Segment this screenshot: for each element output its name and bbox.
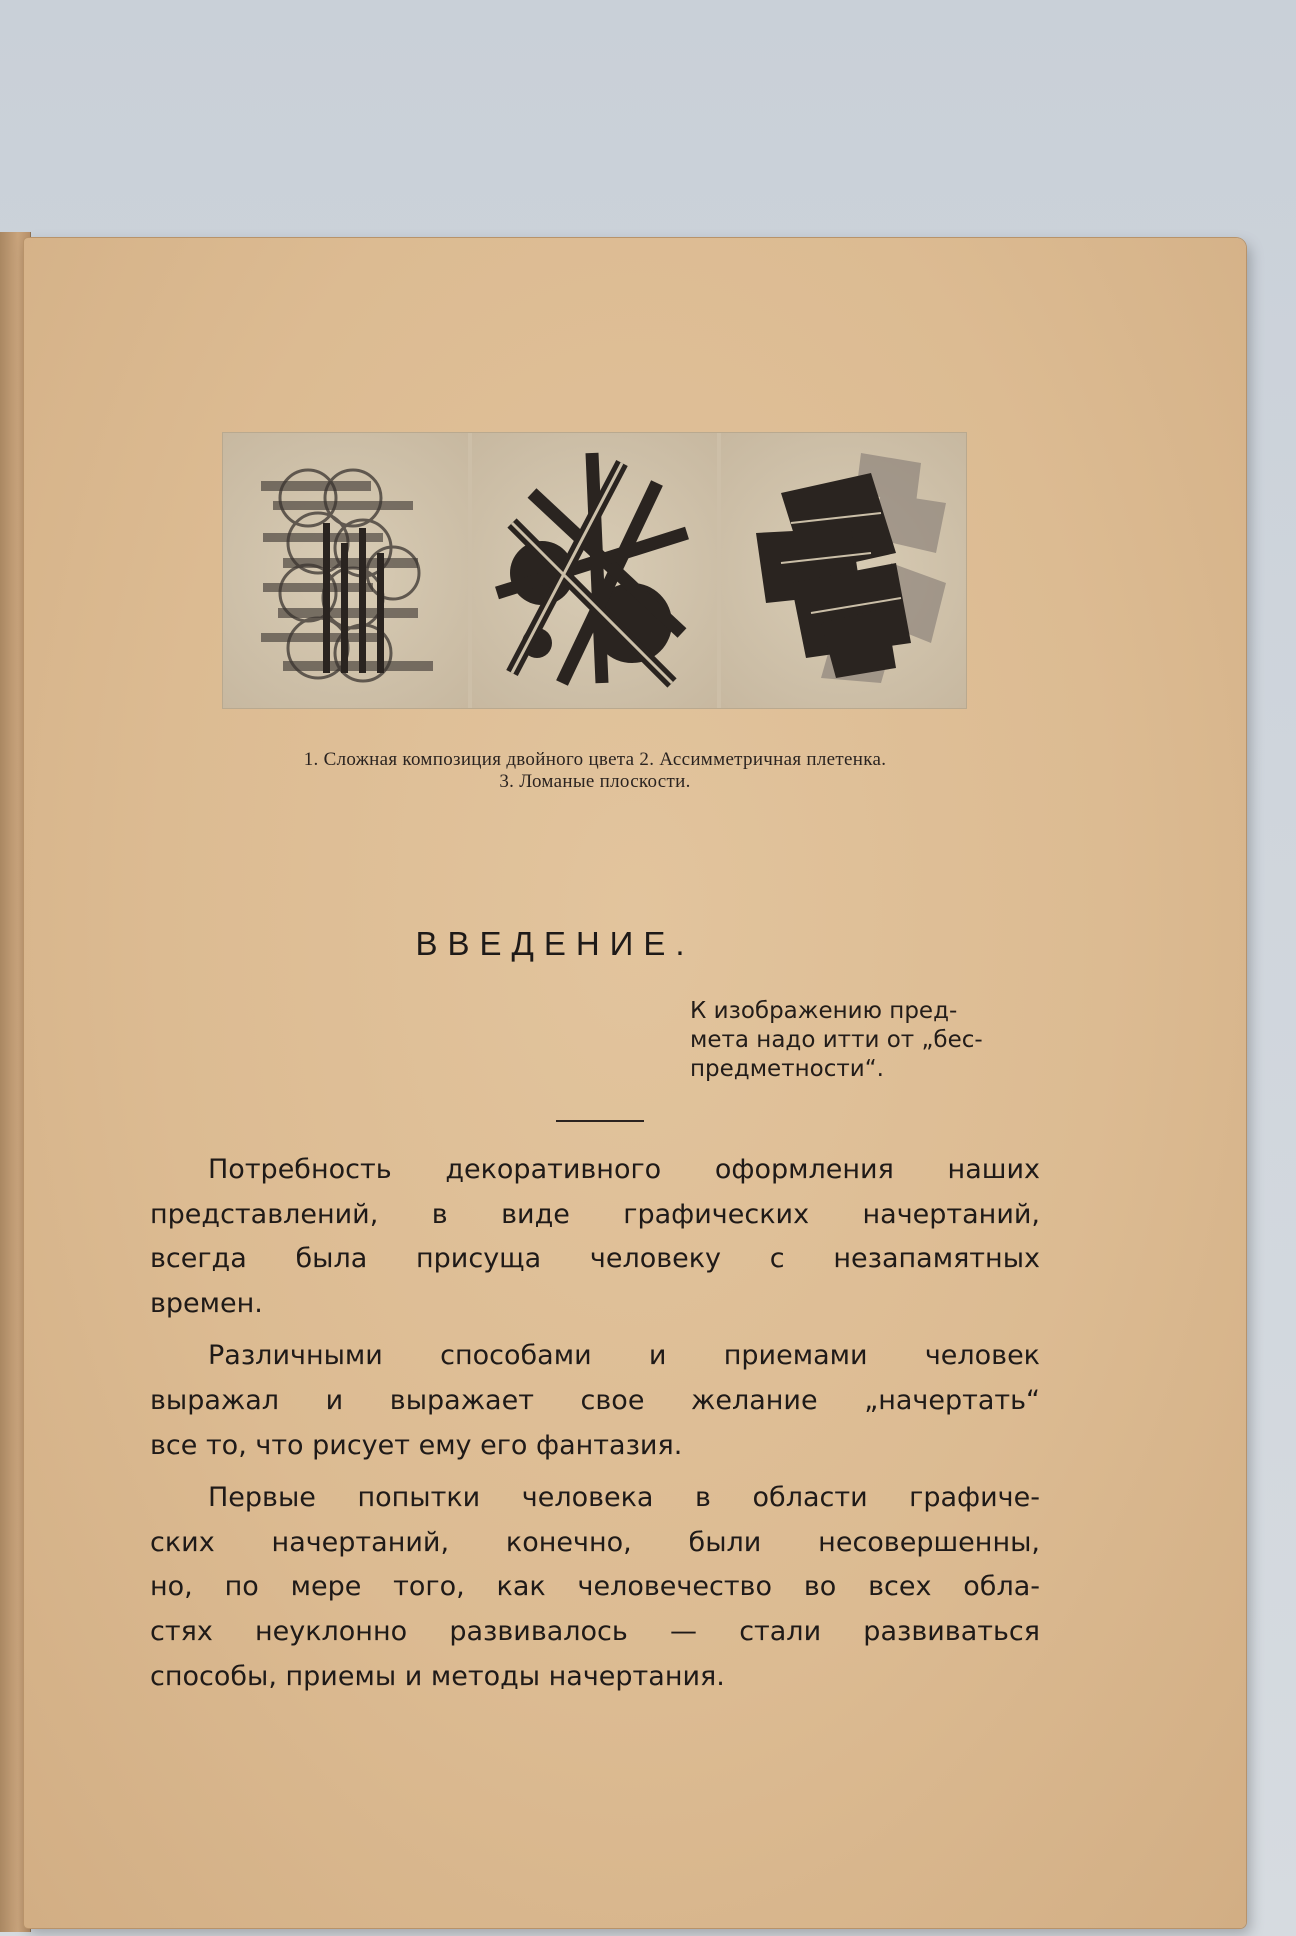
asymmetric-crossed-bars-icon <box>472 433 717 708</box>
figure-panel-3 <box>721 433 966 708</box>
text-line: Первые попытки человека в области графиче- <box>208 1482 1040 1514</box>
paragraph-3 <box>150 1476 1040 1699</box>
epigraph <box>690 997 1062 1084</box>
text-line: ских начертаний, конечно, были несовершенны, <box>150 1526 1040 1558</box>
text-line: времен. <box>150 1287 263 1319</box>
text-line: представлений, в виде графических начертаний, <box>150 1198 1040 1230</box>
section-heading: ВВЕДЕНИЕ. <box>415 925 695 962</box>
text-line: способы, приемы и методы начертания. <box>150 1660 725 1692</box>
text-line: Потребность декоративного оформления наших <box>208 1154 1040 1185</box>
divider-rule <box>556 1120 644 1122</box>
epigraph-line: мета надо итти от „бес- <box>690 1027 983 1053</box>
figure-caption-line-2: 3. Ломаные плоскости. <box>499 771 691 792</box>
text-line: всегда была присуща человеку с незапамятных <box>150 1243 1040 1275</box>
text-line: но, по мере того, как человечество во всех обла- <box>150 1571 1040 1603</box>
illustration-strip <box>223 433 966 708</box>
overlapping-circles-and-bars-icon <box>223 433 468 708</box>
broken-planes-icon <box>721 433 966 708</box>
text-line: выражал и выражает свое желание „начертать“ <box>150 1384 1040 1416</box>
figure-panel-2 <box>472 433 717 708</box>
body-text <box>150 1148 1040 1699</box>
epigraph-line: К изображению пред- <box>690 998 958 1024</box>
epigraph-line: предметности“. <box>690 1056 884 1082</box>
text-line: все то, что рисует ему его фантазия. <box>150 1429 683 1461</box>
figure-panel-1 <box>223 433 468 708</box>
figure-caption-line-1: 1. Сложная композиция двойного цвета 2. Ассимметричная плетенка. <box>303 749 887 770</box>
text-line: Различными способами и приемами человек <box>208 1340 1040 1372</box>
paragraph-2 <box>150 1334 1040 1468</box>
text-line: стях неуклонно развивалось — стали развиваться <box>150 1615 1040 1647</box>
paragraph-1 <box>150 1148 1040 1326</box>
